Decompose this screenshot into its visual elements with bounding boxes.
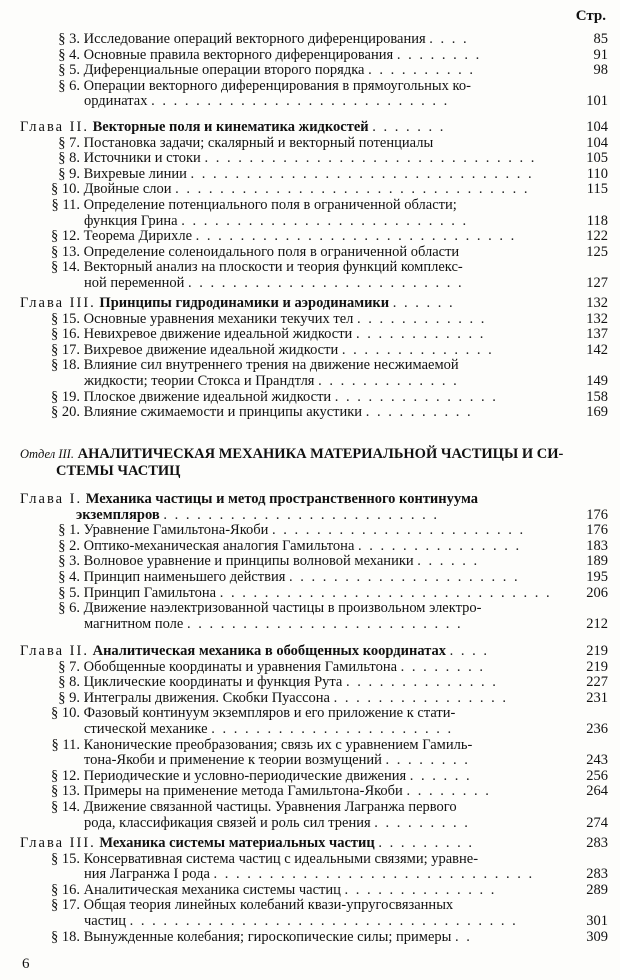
part-heading[interactable]: [0, 446, 620, 463]
section-number: § 18.: [51, 358, 80, 374]
toc-entry-continuation[interactable]: [0, 816, 620, 832]
toc-entry[interactable]: [0, 327, 620, 343]
leader-dots: . . . . . . . . . . . . . . . . . . . . . . . . . . .: [151, 94, 450, 110]
entry-title: Волновое уравнение и принципы волновой механики: [83, 554, 414, 570]
leader-dots: . . . . . . . . . . . . . .: [341, 342, 494, 358]
section-number: § 8.: [58, 675, 80, 691]
section-number: § 6.: [58, 601, 80, 617]
page-ref: 231: [586, 690, 608, 706]
toc-entry[interactable]: [0, 358, 620, 374]
section-number: § 15.: [51, 851, 80, 867]
entry-title: Определение потенциального поля в ограниченной области;: [83, 197, 457, 213]
section-number: § 9.: [58, 166, 80, 182]
toc-entry[interactable]: [0, 260, 620, 276]
leader-dots: . . . . . . . . . . . . .: [318, 373, 459, 389]
leader-dots: . . . . . . . . . . . . . . . . . . . . .: [289, 569, 520, 585]
toc-entry[interactable]: [0, 554, 620, 570]
toc-entry[interactable]: [0, 79, 620, 95]
page-ref: 122: [586, 229, 608, 245]
toc-entry[interactable]: [0, 48, 620, 64]
section-number: § 11.: [51, 197, 80, 213]
entry-title: Операции векторного диференцирования в прямоугольных ко-: [83, 78, 471, 94]
toc-entry[interactable]: [0, 229, 620, 245]
toc-part3-chapter-1: [0, 492, 620, 632]
leader-dots: . . . . . . . .: [396, 47, 482, 63]
entry-title: Постановка задачи; скалярный и векторный потенциалы: [83, 135, 434, 151]
page-ref: 283: [586, 835, 608, 851]
section-number: § 7.: [58, 659, 80, 675]
chapter-heading[interactable]: [0, 836, 620, 852]
toc-entry[interactable]: [0, 675, 620, 691]
entry-title: Уравнение Гамильтона-Якоби: [83, 523, 269, 539]
page-ref: 219: [586, 659, 608, 675]
entry-title: Диференциальные операции второго порядка: [83, 63, 365, 79]
chapter-title: Механика системы материальных частиц: [99, 835, 375, 851]
toc-entry[interactable]: [0, 784, 620, 800]
leader-dots: . . . . . . . . . . . . . . . . . . . . . . . . . . . . . .: [219, 585, 552, 601]
entry-title: Двойные слои: [83, 182, 172, 198]
page-number: 6: [22, 956, 30, 972]
toc-part3-chapter-2: [0, 644, 620, 831]
toc-entry[interactable]: [0, 738, 620, 754]
chapter-label: Глава II.: [20, 119, 89, 135]
page-ref: 125: [586, 244, 608, 260]
chapter-title: Механика частицы и метод пространственного континуума: [85, 491, 478, 507]
entry-title-continuation: жидкости; теории Стокса и Прандтля: [84, 373, 315, 389]
section-number: § 16.: [51, 882, 80, 898]
toc-entry[interactable]: [0, 32, 620, 48]
entry-title: Фазовый континуум экземпляров и его приложение к стати-: [83, 706, 456, 722]
part-heading-continuation: [0, 463, 620, 480]
toc-entry[interactable]: [0, 312, 620, 328]
page-ref: 189: [586, 554, 608, 570]
toc-entry[interactable]: [0, 63, 620, 79]
entry-title: Общая теория линейных колебаний квази-упругосвязанных: [83, 898, 454, 914]
leader-dots: . . . . . . . . . . . . . . . . . . . . . . . . . . . . .: [213, 867, 535, 883]
chapter-heading-continuation[interactable]: [0, 508, 620, 524]
entry-title: Влияние сжимаемости и принципы акустики: [83, 405, 363, 421]
toc-entry[interactable]: [0, 691, 620, 707]
leader-dots: . . . . . . . . . . . . . . . . . . . . . . . . . . . . . . . .: [175, 182, 530, 198]
entry-title: Циклические координаты и функция Рута: [83, 675, 343, 691]
leader-dots: . . . . . . . .: [385, 753, 470, 769]
page-ref: 158: [586, 389, 608, 405]
leader-dots: . . . . . . .: [372, 119, 446, 135]
entry-title-continuation: тона-Якоби и применение к теории возмущений: [84, 753, 382, 769]
page-ref: 283: [586, 867, 608, 883]
section-number: § 5.: [58, 585, 80, 601]
entry-title: Принцип Гамильтона: [83, 585, 217, 601]
toc-entry-continuation[interactable]: [0, 214, 620, 230]
section-number: § 14.: [51, 260, 80, 276]
page-ref: 169: [586, 405, 608, 421]
page-ref: 183: [586, 538, 608, 554]
section-number: § 14.: [51, 799, 80, 815]
entry-title: Основные правила векторного диференцирования: [83, 47, 394, 63]
leader-dots: . . . . . . . . . . . .: [355, 327, 486, 343]
entry-title: Интегралы движения. Скобки Пуассона: [83, 690, 330, 706]
leader-dots: . . . . . . . . . . . . . . . . . . . . . . . . . . . . . .: [204, 151, 537, 167]
entry-title-continuation: частиц: [84, 913, 127, 929]
section-number: § 4.: [58, 569, 80, 585]
toc-entry[interactable]: [0, 136, 620, 152]
section-number: § 7.: [58, 135, 80, 151]
section-number: § 12.: [51, 768, 80, 784]
toc-entry-continuation[interactable]: [0, 722, 620, 738]
page-ref: 206: [586, 585, 608, 601]
entry-title: Вихревые линии: [83, 166, 187, 182]
toc-entry[interactable]: [0, 706, 620, 722]
page-ref: 115: [586, 182, 608, 198]
part-title-continuation: СТЕМЫ ЧАСТИЦ: [56, 463, 181, 479]
leader-dots: . . . . . . . . . . . . . . . .: [333, 690, 508, 706]
section-number: § 17.: [51, 342, 80, 358]
toc-entry[interactable]: [0, 182, 620, 198]
chapter-label: Глава III.: [20, 835, 96, 851]
toc-entry[interactable]: [0, 245, 620, 261]
page-ref: 256: [586, 768, 608, 784]
leader-dots: . . . .: [429, 32, 469, 47]
leader-dots: . . . . . . . . . . . . . . . . . . . . . . .: [272, 523, 526, 539]
entry-title-continuation: рода, классификация связей и роль сил трения: [84, 815, 371, 831]
toc-entry[interactable]: [0, 800, 620, 816]
page-ref: 132: [586, 295, 608, 311]
toc-entry-continuation[interactable]: [0, 276, 620, 292]
section-number: § 6.: [58, 78, 80, 94]
chapter-label: Глава II.: [20, 643, 89, 659]
toc-entry-continuation[interactable]: [0, 753, 620, 769]
section-number: § 18.: [51, 929, 80, 945]
entry-title-continuation: функция Грина: [84, 213, 178, 229]
chapter-heading[interactable]: [0, 644, 620, 660]
page-ref: 110: [586, 166, 608, 182]
toc-entry[interactable]: [0, 769, 620, 785]
section-number: § 8.: [58, 151, 80, 167]
toc-entry-continuation[interactable]: [0, 617, 620, 633]
page-ref: 137: [586, 327, 608, 343]
leader-dots: . . . . . . . . . . . . . . . . . . . . . . . . .: [163, 506, 439, 523]
toc-entry[interactable]: [0, 586, 620, 602]
toc-entry-continuation[interactable]: [0, 94, 620, 110]
leader-dots: . . . . . . . . . . . . . . . . . . . . . . . . . . . . . . . . . . .: [129, 913, 518, 929]
leader-dots: . . . . . .: [392, 295, 455, 311]
toc-entry[interactable]: [0, 883, 620, 899]
leader-dots: . . . . . .: [409, 768, 472, 784]
leader-dots: . . . .: [449, 643, 489, 659]
section-number: § 9.: [58, 690, 80, 706]
leader-dots: . . . . . .: [417, 554, 480, 570]
leader-dots: . .: [455, 929, 472, 945]
leader-dots: . . . . . . . . . . . .: [357, 311, 487, 327]
page-ref: 104: [586, 119, 608, 135]
section-number: § 4.: [58, 47, 80, 63]
section-number: § 3.: [58, 554, 80, 570]
entry-title: Консервативная система частиц с идеальными связями; уравне-: [83, 851, 479, 867]
page-ref: 132: [586, 311, 608, 327]
toc-entry[interactable]: [0, 390, 620, 406]
entry-title-continuation: стической механике: [84, 721, 208, 737]
toc-entry[interactable]: [0, 405, 620, 421]
leader-dots: . . . . . . . . . . . . . . . . . . . . . . . . .: [186, 616, 463, 632]
toc-entry[interactable]: [0, 898, 620, 914]
entry-title: Теорема Дирихле: [83, 229, 193, 245]
entry-title: Невихревое движение идеальной жидкости: [83, 327, 353, 343]
section-number: § 11.: [51, 737, 80, 753]
toc-block-vector-differentiation: [0, 32, 620, 110]
entry-title: Движение наэлектризованной частицы в произвольном электро-: [83, 601, 482, 617]
page-ref: 301: [586, 913, 608, 929]
page-ref: 127: [586, 275, 608, 291]
entry-title: Векторный анализ на плоскости и теория функций комплекс-: [83, 260, 463, 276]
page-ref: 142: [586, 342, 608, 358]
toc-entry[interactable]: [0, 198, 620, 214]
page-ref: 227: [586, 675, 608, 691]
page-ref: 289: [586, 882, 608, 898]
page-ref: 118: [586, 213, 608, 229]
entry-title-continuation: магнитном поле: [84, 616, 184, 632]
entry-title: Движение связанной частицы. Уравнения Лагранжа первого: [83, 799, 457, 815]
page-ref: 101: [586, 94, 608, 110]
chapter-title: Аналитическая механика в обобщенных координатах: [92, 643, 446, 659]
entry-title-continuation: ния Лагранжа I рода: [84, 867, 210, 883]
toc-chapter-3: [0, 296, 620, 421]
entry-title: Вынужденные колебания; гироскопические силы; примеры: [83, 929, 452, 945]
leader-dots: . . . . . . . . . . . . . . . . . . . . . .: [211, 721, 454, 737]
page-ref: 243: [586, 753, 608, 769]
entry-title: Канонические преобразования; связь их с уравнением Гамиль-: [83, 737, 473, 753]
section-number: § 2.: [58, 538, 80, 554]
page-ref: 149: [586, 373, 608, 389]
section-number: § 12.: [51, 229, 80, 245]
toc-chapter-2: [0, 120, 620, 292]
chapter-heading[interactable]: [0, 120, 620, 136]
pages-column-header: Стр.: [575, 8, 606, 24]
chapter-title: Векторные поля и кинематика жидкостей: [92, 119, 369, 135]
leader-dots: . . . . . . . .: [406, 784, 491, 800]
chapter-label: Глава I.: [20, 491, 83, 507]
page-ref: 236: [586, 721, 608, 737]
toc-entry[interactable]: [0, 151, 620, 167]
entry-title-continuation: ординатах: [84, 94, 148, 110]
section-number: § 15.: [51, 311, 80, 327]
leader-dots: . . . . . . . . . .: [368, 63, 475, 79]
toc-entry[interactable]: [0, 852, 620, 868]
section-number: § 3.: [58, 32, 80, 47]
section-number: § 16.: [51, 327, 80, 343]
entry-title: Основные уравнения механики текучих тел: [83, 311, 354, 327]
section-number: § 10.: [51, 182, 80, 198]
page-ref: 212: [586, 616, 608, 632]
entry-title: Определение соленоидального поля в ограниченной области: [83, 244, 460, 260]
leader-dots: . . . . . . . . . . . . . . .: [334, 389, 498, 405]
section-number: § 13.: [51, 244, 80, 260]
leader-dots: . . . . . . . . . . . . . . . . . . . . . . . . . .: [181, 213, 469, 229]
leader-dots: . . . . . . . . . . . . . .: [344, 882, 497, 898]
toc-entry-continuation[interactable]: [0, 914, 620, 930]
entry-title: Оптико-механическая аналогия Гамильтона: [83, 538, 355, 554]
section-number: § 5.: [58, 63, 80, 79]
toc-entry[interactable]: [0, 167, 620, 183]
chapter-heading[interactable]: [0, 296, 620, 312]
toc-entry[interactable]: [0, 930, 620, 946]
page-ref: 195: [586, 569, 608, 585]
page-ref: 309: [586, 929, 608, 945]
leader-dots: . . . . . . . . . . . . . . . . . . . . . . . . . . . . .: [195, 229, 517, 245]
entry-title: Принцип наименьшего действия: [83, 569, 286, 585]
page-ref: 274: [586, 815, 608, 831]
toc-entry[interactable]: [0, 343, 620, 359]
section-number: § 19.: [51, 389, 80, 405]
entry-title: Примеры на применение метода Гамильтона-Якоби: [83, 784, 403, 800]
page-ref: 85: [593, 32, 608, 47]
entry-title: Плоское движение идеальной жидкости: [83, 389, 332, 405]
entry-title: Обобщенные координаты и уравнения Гамильтона: [83, 659, 398, 675]
toc-entry[interactable]: [0, 660, 620, 676]
toc-part-3: [0, 446, 620, 480]
section-number: § 13.: [51, 784, 80, 800]
section-number: § 20.: [51, 405, 80, 421]
chapter-heading[interactable]: [0, 492, 620, 508]
page-ref: 105: [586, 151, 608, 167]
entry-title: Периодические и условно-периодические движения: [83, 768, 407, 784]
entry-title: Влияние сил внутреннего трения на движение несжимаемой: [83, 358, 459, 374]
toc-entry[interactable]: [0, 539, 620, 555]
leader-dots: . . . . . . . . .: [378, 835, 475, 851]
toc-entry-continuation[interactable]: [0, 374, 620, 390]
chapter-title: Принципы гидродинамики и аэродинамики: [99, 295, 390, 311]
page-ref: 98: [593, 63, 608, 79]
entry-title-continuation: ной переменной: [84, 275, 185, 291]
entry-title: Источники и стоки: [83, 151, 201, 167]
toc-entry-continuation[interactable]: [0, 867, 620, 883]
page-ref: 264: [586, 784, 608, 800]
section-number: § 1.: [58, 523, 80, 539]
leader-dots: . . . . . . . . . . . . . .: [346, 675, 498, 691]
entry-title: Исследование операций векторного диференцирования: [83, 32, 426, 47]
toc-entry[interactable]: [0, 601, 620, 617]
leader-dots: . . . . . . . . . .: [365, 405, 473, 421]
toc-entry[interactable]: [0, 570, 620, 586]
chapter-title-continuation: экземпляров: [76, 506, 160, 523]
leader-dots: . . . . . . . .: [400, 659, 486, 675]
entry-title: Аналитическая механика системы частиц: [83, 882, 341, 898]
section-number: § 17.: [51, 898, 80, 914]
page-ref: 91: [593, 47, 608, 63]
page-ref: 104: [586, 135, 608, 151]
toc-entry[interactable]: [0, 523, 620, 539]
leader-dots: . . . . . . . . .: [374, 815, 470, 831]
toc-part3-chapter-3: [0, 836, 620, 945]
entry-title: Вихревое движение идеальной жидкости: [83, 342, 339, 358]
chapter-label: Глава III.: [20, 295, 96, 311]
part-title: АНАЛИТИЧЕСКАЯ МЕХАНИКА МАТЕРИАЛЬНОЙ ЧАСТИЦЫ И СИ-: [77, 446, 564, 462]
page-ref: 176: [586, 506, 608, 523]
leader-dots: . . . . . . . . . . . . . . . . . . . . . . . . . . . . . . .: [190, 166, 534, 182]
page-ref: 219: [586, 643, 608, 659]
part-label: Отдел III.: [20, 447, 74, 461]
leader-dots: . . . . . . . . . . . . . . .: [358, 538, 522, 554]
leader-dots: . . . . . . . . . . . . . . . . . . . . . . . . .: [188, 275, 464, 291]
page-ref: 176: [586, 523, 608, 539]
section-number: § 10.: [51, 706, 80, 722]
